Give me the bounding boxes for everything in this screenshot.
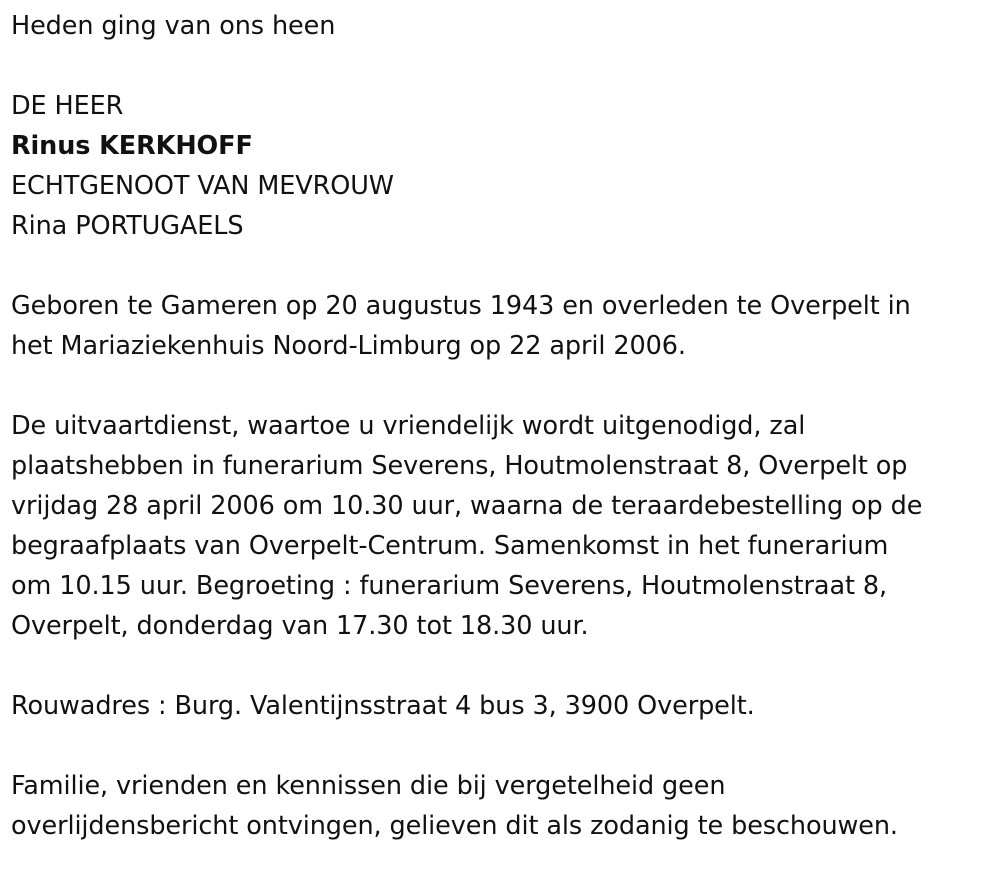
paragraph-line: vrijdag 28 april 2006 om 10.30 uur, waarna de teraardebestelling op de (11, 491, 923, 521)
death-notice (11, 6, 986, 846)
spacer (11, 46, 986, 86)
paragraph-line: Overpelt, donderdag van 17.30 tot 18.30 uur. (11, 611, 589, 641)
paragraph-line: overlijdensbericht ontvingen, gelieven dit als zodanig te beschouwen. (11, 811, 898, 841)
spacer (11, 646, 986, 686)
spacer (11, 366, 986, 406)
paragraph-line: De uitvaartdienst, waartoe u vriendelijk wordt uitgenodigd, zal (11, 411, 806, 441)
paragraph-line: Familie, vrienden en kennissen die bij vergetelheid geen (11, 771, 726, 801)
funeral-paragraph (11, 406, 986, 646)
paragraph-line: Geboren te Gameren op 20 augustus 1943 en overleden te Overpelt in (11, 291, 911, 321)
closing-paragraph (11, 766, 986, 846)
paragraph-line: om 10.15 uur. Begroeting : funerarium Severens, Houtmolenstraat 8, (11, 571, 888, 601)
spacer (11, 246, 986, 286)
intro-text: Heden ging van ons heen (11, 11, 336, 41)
relation-text: ECHTGENOOT VAN MEVROUW (11, 171, 394, 201)
paragraph-line: plaatshebben in funerarium Severens, Houtmolenstraat 8, Overpelt op (11, 451, 908, 481)
paragraph-line: het Mariaziekenhuis Noord-Limburg op 22 april 2006. (11, 331, 686, 361)
paragraph-line: begraafplaats van Overpelt-Centrum. Samenkomst in het funerarium (11, 531, 889, 561)
spacer (11, 726, 986, 766)
deceased-name: Rinus KERKHOFF (11, 131, 253, 161)
birth-death-paragraph (11, 286, 986, 366)
spouse-name: Rina PORTUGAELS (11, 211, 244, 241)
title-text: DE HEER (11, 91, 124, 121)
mourning-address: Rouwadres : Burg. Valentijnsstraat 4 bus 3, 3900 Overpelt. (11, 691, 755, 721)
